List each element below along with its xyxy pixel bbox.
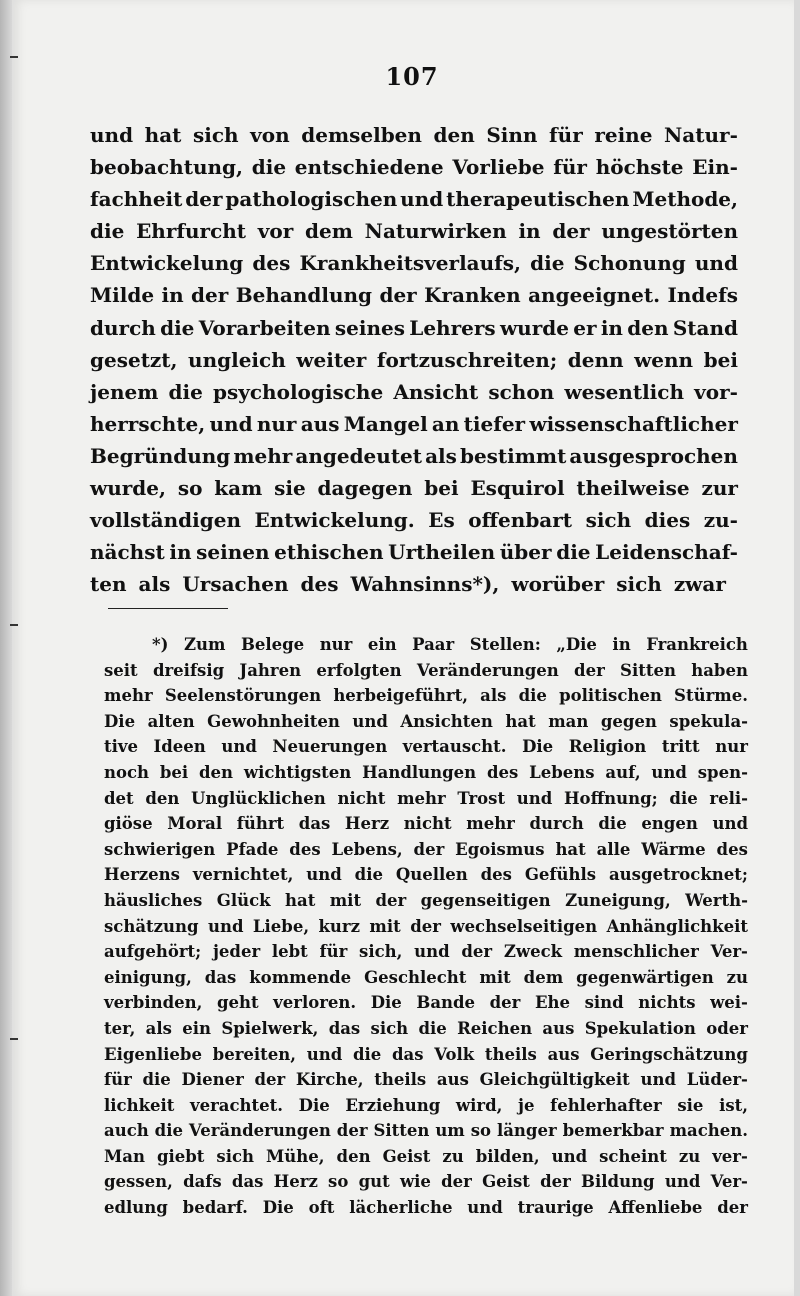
footnote-line: für die Diener der Kirche, theils aus Gleichgültigkeit und Lüder- [104,1070,748,1090]
footnote-line: gessen, dafs das Herz so gut wie der Geist der Bildung und Ver- [104,1172,748,1192]
footnote-separator [108,608,228,609]
footnote-line: det den Unglücklichen nicht mehr Trost und Hoffnung; die reli- [104,788,748,808]
footnote-line: Eigenliebe bereiten, und die das Volk theils aus Geringschätzung [104,1044,748,1064]
text-line: ten als Ursachen des Wahnsinns*), worüber sich zwar [90,572,726,597]
footnote-line: häusliches Glück hat mit der gegenseitigen Zuneigung, Werth- [104,890,748,910]
footnote-line: *) Zum Belege nur ein Paar Stellen: „Die in Frankreich [152,635,748,654]
text-line: durch die Vorarbeiten seines Lehrers wurde er in den Stand [90,315,738,340]
footnote-line: schätzung und Liebe, kurz mit der wechselseitigen Anhänglichkeit [104,916,748,936]
main-text-block [90,119,738,600]
footnote-line: tive Ideen und Neuerungen vertauscht. Die Religion tritt nur [104,737,748,757]
text-line: nächst in seinen ethischen Urtheilen über die Leidenschaf- [90,540,738,565]
text-line: Entwickelung des Krankheitsverlaufs, die Schonung und [90,251,738,276]
text-line: vollständigen Entwickelung. Es offenbart sich dies zu- [90,508,738,533]
book-page [12,0,794,1296]
footnote-line: mehr Seelenstörungen herbeigeführt, als die politischen Stürme. [104,686,748,706]
footnote-line: schwierigen Pfade des Lebens, der Egoismus hat alle Wärme des [104,839,748,859]
text-line: fachheit der pathologischen und therapeutischen Methode, [90,187,738,212]
footnote-line: noch bei den wichtigsten Handlungen des Lebens auf, und spen- [104,762,748,782]
footnote-line: verbinden, geht verloren. Die Bande der Ehe sind nichts wei- [104,993,748,1013]
footnote-line: seit dreifsig Jahren erfolgten Veränderungen der Sitten haben [104,660,748,680]
footnote-line: einigung, das kommende Geschlecht mit dem gegenwärtigen zu [104,967,748,987]
margin-mark [10,56,18,58]
footnote-line: edlung bedarf. Die oft lächerliche und traurige Affenliebe der [104,1198,748,1218]
footnote-line: Herzens vernichtet, und die Quellen des Gefühls ausgetrocknet; [104,865,748,885]
text-line: die Ehrfurcht vor dem Naturwirken in der ungestörten [90,219,738,244]
text-line: Milde in der Behandlung der Kranken angeeignet. Indefs [90,283,738,308]
text-line: herrschte, und nur aus Mangel an tiefer wissenschaftlicher [90,411,738,436]
page-gutter [0,0,12,1296]
footnote-line: Man giebt sich Mühe, den Geist zu bilden, und scheint zu ver- [104,1146,748,1166]
footnote-line: auch die Veränderungen der Sitten um so länger bemerkbar machen. [104,1121,748,1141]
text-line: Begründung mehr angedeutet als bestimmt ausgesprochen [90,443,738,468]
footnote-block [104,632,748,1221]
footnote-line: aufgehört; jeder lebt für sich, und der Zweck menschlicher Ver- [104,942,748,962]
margin-mark [10,624,18,626]
page-number: 107 [385,62,439,91]
footnote-line: lichkeit verachtet. Die Erziehung wird, je fehlerhafter sie ist, [104,1095,748,1115]
margin-mark [10,1038,18,1040]
text-line: wurde, so kam sie dagegen bei Esquirol theilweise zur [90,476,738,501]
text-line: beobachtung, die entschiedene Vorliebe für höchste Ein- [90,155,738,180]
text-line: gesetzt, ungleich weiter fortzuschreiten; denn wenn bei [90,347,738,372]
text-line: jenem die psychologische Ansicht schon wesentlich vor- [90,379,738,404]
footnote-line: giöse Moral führt das Herz nicht mehr durch die engen und [104,814,748,834]
footnote-line: ter, als ein Spielwerk, das sich die Reichen aus Spekulation oder [104,1018,748,1038]
footnote-line: Die alten Gewohnheiten und Ansichten hat man gegen spekula- [104,711,748,731]
text-line: und hat sich von demselben den Sinn für reine Natur- [90,123,738,147]
